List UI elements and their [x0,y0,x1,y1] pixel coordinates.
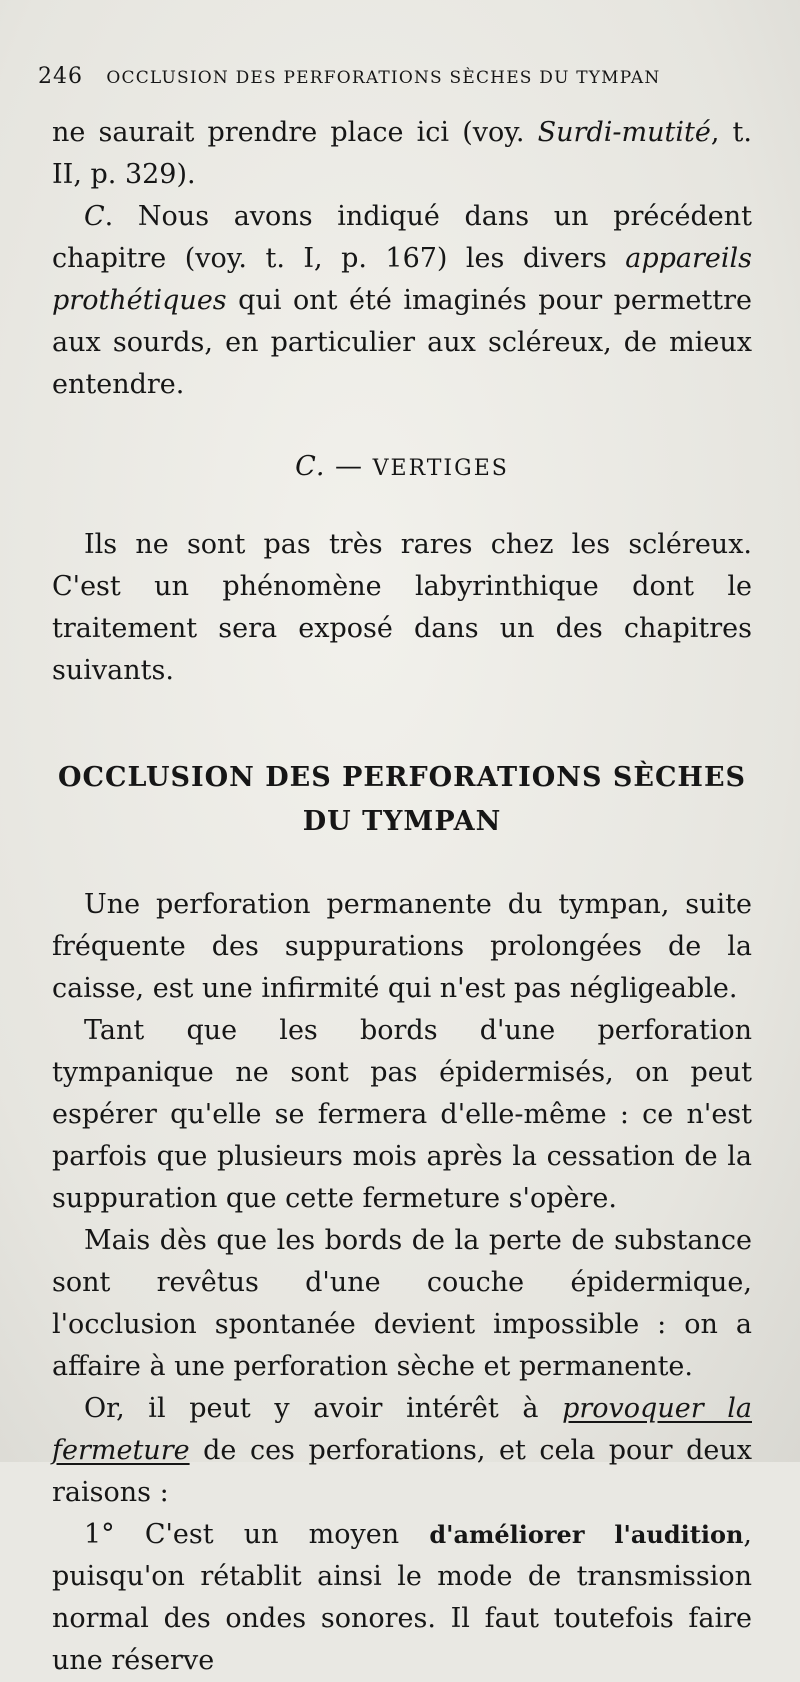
text-run: 1° C'est un moyen [84,1519,430,1550]
paragraph-continuation [52,112,752,196]
paragraph-vertiges: Ils ne sont pas très rares chez les scléreux. C'est un phénomène labyrinthique dont le traitement sera exposé dans un des chapitres suivants. [52,529,752,686]
text-run: , puisqu'on rétablit ainsi le mode de transmission normal des ondes sonores. Il faut toutefois faire une réserve [52,1519,752,1676]
section-title-line2: DU TYMPAN [302,806,502,837]
subsection-dash: — [325,451,373,482]
italic-reference: Surdi-mutité [537,117,711,148]
page-number: 246 [38,64,83,89]
text-run: . Nous avons indiqué dans un précédent chapitre (voy. t. I, p. 167) les divers [52,201,752,274]
paragraph-audition [52,1514,752,1682]
text-run: ne saurait prendre place ici (voy. [52,117,538,148]
bold-phrase: d'améliorer l'audition [429,1520,744,1549]
text-run: Or, il peut y avoir intérêt à [84,1393,563,1424]
subsection-heading [52,446,752,490]
italic-term: appareils prothétiques [52,243,752,316]
body-text [52,112,752,1682]
subsection-title: VERTIGES [372,456,509,481]
section-title [52,756,752,844]
running-title: OCCLUSION DES PERFORATIONS SÈCHES DU TYMPAN [106,68,661,88]
text-run: , t. II, p. 329). [52,117,752,190]
section-title-line1: OCCLUSION DES PERFORATIONS SÈCHES [57,762,747,793]
paragraph-raisons [52,1388,752,1514]
text-run: qui ont été imaginés pour permettre aux sourds, en particulier aux scléreux, de mieux entendre. [52,285,752,400]
paragraph-bords: Tant que les bords d'une perforation tympanique ne sont pas épidermisés, on peut espérer qu'elle se fermera d'elle-même : ce n'est parfois que plusieurs mois après la cessation de la suppuration que cette fermeture s'opère. [52,1015,752,1214]
paragraph-protheses [52,196,752,406]
running-head [38,64,758,89]
underlined-phrase: provoquer la fermeture [52,1393,752,1466]
italic-letter: C [84,201,105,232]
paragraph-perforation: Une perforation permanente du tympan, suite fréquente des suppurations prolongées de la caisse, est une infirmité qui n'est pas négligeable. [52,889,752,1004]
paragraph-epidermique: Mais dès que les bords de la perte de substance sont revêtus d'une couche épidermique, l'occlusion spontanée devient impossible : on a affaire à une perforation sèche et permanente. [52,1225,752,1382]
text-run: de ces perforations, et cela pour deux raisons : [52,1435,752,1508]
subsection-letter: C. [295,451,326,482]
